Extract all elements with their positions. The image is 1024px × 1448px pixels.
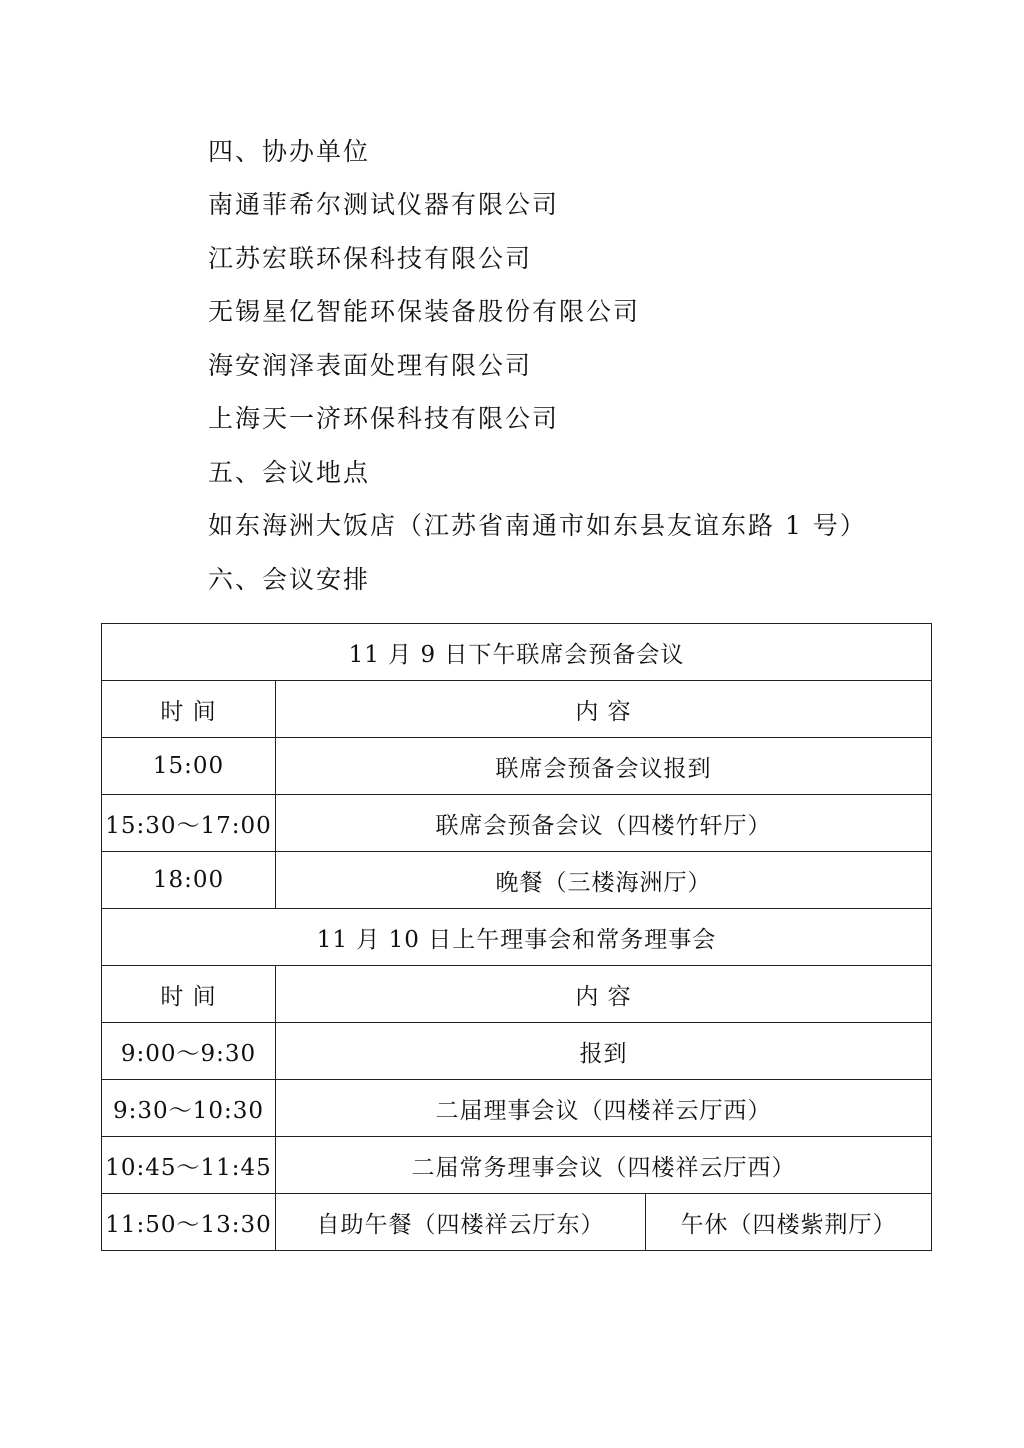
schedule-heading: 六、会议安排 (208, 565, 371, 594)
time-cell: 9:30～10:30 (102, 1080, 276, 1137)
venue-address: 如东海洲大饭店（江苏省南通市如东县友谊东路 1 号） (208, 511, 867, 540)
table-row (102, 681, 932, 738)
column-header-content: 内 容 (276, 966, 932, 1023)
table-row (102, 624, 932, 681)
table-row (102, 1080, 932, 1137)
table-row (102, 1023, 932, 1080)
time-cell: 15:00 (102, 738, 276, 795)
time-cell: 18:00 (102, 852, 276, 909)
content-cell: 联席会预备会议（四楼竹轩厅） (276, 795, 932, 852)
cosponsor-item: 无锡星亿智能环保装备股份有限公司 (208, 297, 641, 326)
cosponsor-item: 江苏宏联环保科技有限公司 (208, 244, 533, 273)
column-header-time: 时 间 (102, 681, 276, 738)
content-cell: 晚餐（三楼海洲厅） (276, 852, 932, 909)
column-header-time: 时 间 (102, 966, 276, 1023)
table-row (102, 909, 932, 966)
table-row (102, 738, 932, 795)
content-cell: 联席会预备会议报到 (276, 738, 932, 795)
cosponsor-item: 上海天一济环保科技有限公司 (208, 404, 560, 433)
time-cell: 9:00～9:30 (102, 1023, 276, 1080)
content-cell: 二届理事会议（四楼祥云厅西） (276, 1080, 932, 1137)
table-row (102, 1137, 932, 1194)
day2-title: 11 月 10 日上午理事会和常务理事会 (102, 909, 932, 966)
table-row (102, 1194, 932, 1251)
time-cell: 11:50～13:30 (102, 1194, 276, 1251)
content-cell: 报到 (276, 1023, 932, 1080)
cosponsor-item: 南通菲希尔测试仪器有限公司 (208, 190, 560, 219)
table-row (102, 966, 932, 1023)
content-cell: 二届常务理事会议（四楼祥云厅西） (276, 1137, 932, 1194)
cosponsor-heading: 四、协办单位 (208, 137, 371, 166)
time-cell: 10:45～11:45 (102, 1137, 276, 1194)
table-row (102, 852, 932, 909)
content-cell-lunch: 自助午餐（四楼祥云厅东） (276, 1194, 646, 1251)
table-row (102, 795, 932, 852)
content-cell-rest: 午休（四楼紫荆厅） (646, 1194, 932, 1251)
cosponsor-item: 海安润泽表面处理有限公司 (208, 351, 533, 380)
day1-title: 11 月 9 日下午联席会预备会议 (102, 624, 932, 681)
column-header-content: 内 容 (276, 681, 932, 738)
venue-heading: 五、会议地点 (208, 458, 371, 487)
schedule-table (101, 623, 932, 1251)
time-cell: 15:30～17:00 (102, 795, 276, 852)
